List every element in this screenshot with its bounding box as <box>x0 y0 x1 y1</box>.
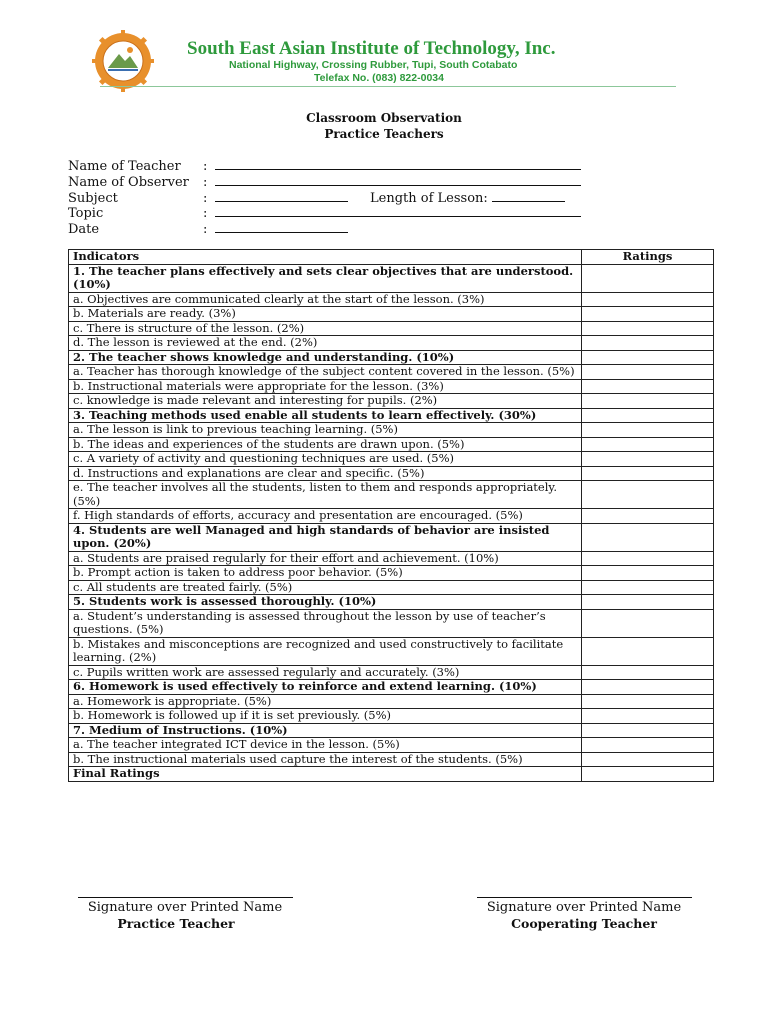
indicator-item: c. A variety of activity and questioning techniques are used. (5%) <box>69 452 582 467</box>
indicator-item: b. Homework is followed up if it is set previously. (5%) <box>69 709 582 724</box>
indicator-item: b. Prompt action is taken to address poor behavior. (5%) <box>69 566 582 581</box>
ratings-header: Ratings <box>582 250 714 265</box>
rating-cell[interactable] <box>582 481 714 509</box>
table-section-row <box>69 723 714 738</box>
rating-cell[interactable] <box>582 379 714 394</box>
signature-line[interactable] <box>477 897 692 898</box>
rating-cell[interactable] <box>582 321 714 336</box>
rating-cell[interactable] <box>582 307 714 322</box>
indicator-section: 1. The teacher plans effectively and sets clear objectives that are understood. (10%) <box>69 264 582 292</box>
indicator-item: b. The instructional materials used capture the interest of the students. (5%) <box>69 752 582 767</box>
indicator-item: c. All students are treated fairly. (5%) <box>69 580 582 595</box>
table-row <box>69 694 714 709</box>
table-row <box>69 580 714 595</box>
indicator-item: e. The teacher involves all the students, listen to them and responds appropriately. (5%) <box>69 481 582 509</box>
rating-cell[interactable] <box>582 551 714 566</box>
table-row <box>69 307 714 322</box>
rating-cell[interactable] <box>582 350 714 365</box>
indicator-item: d. The lesson is reviewed at the end. (2%) <box>69 336 582 351</box>
table-row <box>69 336 714 351</box>
rating-cell[interactable] <box>582 394 714 409</box>
rating-cell[interactable] <box>582 509 714 524</box>
signature-role: Cooperating Teacher <box>511 916 657 931</box>
institution-address: National Highway, Crossing Rubber, Tupi, South Cotabato <box>229 59 518 71</box>
table-row <box>69 752 714 767</box>
indicator-item: f. High standards of efforts, accuracy and presentation are encouraged. (5%) <box>69 509 582 524</box>
signature-caption: Signature over Printed Name <box>486 900 682 915</box>
table-row <box>69 321 714 336</box>
header-divider <box>100 86 676 87</box>
field-date <box>68 220 348 237</box>
length-of-lesson-label: Length of Lesson: <box>370 191 488 206</box>
institution-seal-icon <box>92 30 154 92</box>
indicator-item: a. The teacher integrated ICT device in the lesson. (5%) <box>69 738 582 753</box>
rating-cell[interactable] <box>582 752 714 767</box>
table-row <box>69 423 714 438</box>
rating-cell[interactable] <box>582 723 714 738</box>
rating-cell[interactable] <box>582 709 714 724</box>
letterhead <box>92 30 692 92</box>
institution-name: South East Asian Institute of Technology, Inc. <box>187 38 556 59</box>
final-ratings-label: Final Ratings <box>69 767 582 782</box>
table-row <box>69 394 714 409</box>
table-row <box>69 365 714 380</box>
topic-line[interactable] <box>215 204 581 217</box>
observer-label: Name of Observer <box>68 175 189 190</box>
field-topic <box>68 204 581 221</box>
rating-cell[interactable] <box>582 292 714 307</box>
observation-table <box>68 249 714 782</box>
table-row <box>69 637 714 665</box>
rating-cell[interactable] <box>582 665 714 680</box>
signature-practice-teacher <box>75 897 295 931</box>
indicator-item: a. Students are praised regularly for their effort and achievement. (10%) <box>69 551 582 566</box>
indicator-section: 7. Medium of Instructions. (10%) <box>69 723 582 738</box>
indicator-section: 6. Homework is used effectively to reinforce and extend learning. (10%) <box>69 680 582 695</box>
rating-cell[interactable] <box>582 365 714 380</box>
indicator-item: b. The ideas and experiences of the students are drawn upon. (5%) <box>69 437 582 452</box>
signature-line[interactable] <box>78 897 293 898</box>
rating-cell[interactable] <box>582 767 714 782</box>
rating-cell[interactable] <box>582 466 714 481</box>
signature-cooperating-teacher <box>474 897 694 931</box>
indicator-item: c. knowledge is made relevant and interesting for pupils. (2%) <box>69 394 582 409</box>
indicator-item: a. Student’s understanding is assessed throughout the lesson by use of teacher’s questions. (5%) <box>69 609 582 637</box>
table-section-row <box>69 523 714 551</box>
rating-cell[interactable] <box>582 566 714 581</box>
field-observer-name <box>68 173 581 190</box>
indicator-section: 4. Students are well Managed and high standards of behavior are insisted upon. (20%) <box>69 523 582 551</box>
indicator-section: 5. Students work is assessed thoroughly. (10%) <box>69 595 582 610</box>
table-row <box>69 738 714 753</box>
rating-cell[interactable] <box>582 264 714 292</box>
rating-cell[interactable] <box>582 580 714 595</box>
indicator-item: a. Objectives are communicated clearly at the start of the lesson. (3%) <box>69 292 582 307</box>
subject-label: Subject <box>68 191 118 206</box>
table-row <box>69 551 714 566</box>
indicator-item: b. Mistakes and misconceptions are recognized and used constructively to facilitate learning. (2%) <box>69 637 582 665</box>
table-row <box>69 437 714 452</box>
table-section-row <box>69 264 714 292</box>
table-row <box>69 509 714 524</box>
rating-cell[interactable] <box>582 336 714 351</box>
indicator-item: a. The lesson is link to previous teaching learning. (5%) <box>69 423 582 438</box>
table-row <box>69 709 714 724</box>
subject-line[interactable] <box>215 189 348 202</box>
indicator-item: d. Instructions and explanations are clear and specific. (5%) <box>69 466 582 481</box>
indicator-item: b. Instructional materials were appropriate for the lesson. (3%) <box>69 379 582 394</box>
institution-telefax: Telefax No. (083) 822-0034 <box>314 72 444 84</box>
teacher-label: Name of Teacher <box>68 159 181 174</box>
colon: : <box>203 191 208 206</box>
table-section-row <box>69 408 714 423</box>
rating-cell[interactable] <box>582 437 714 452</box>
date-label: Date <box>68 222 100 237</box>
table-row <box>69 379 714 394</box>
teacher-name-line[interactable] <box>215 157 581 170</box>
indicator-item: b. Materials are ready. (3%) <box>69 307 582 322</box>
date-line[interactable] <box>215 220 348 233</box>
table-row <box>69 292 714 307</box>
length-of-lesson-line[interactable] <box>492 189 565 202</box>
table-row <box>69 466 714 481</box>
colon: : <box>203 206 208 221</box>
table-final-row <box>69 767 714 782</box>
observer-name-line[interactable] <box>215 173 581 186</box>
rating-cell[interactable] <box>582 523 714 551</box>
signature-caption: Signature over Printed Name <box>87 900 283 915</box>
topic-label: Topic <box>68 206 104 221</box>
table-row <box>69 665 714 680</box>
indicator-item: a. Homework is appropriate. (5%) <box>69 694 582 709</box>
document-subtitle: Practice Teachers <box>324 127 444 141</box>
table-row <box>69 609 714 637</box>
rating-cell[interactable] <box>582 423 714 438</box>
indicator-item: c. There is structure of the lesson. (2%) <box>69 321 582 336</box>
signature-role: Practice Teacher <box>117 916 235 931</box>
indicator-item: c. Pupils written work are assessed regularly and accurately. (3%) <box>69 665 582 680</box>
colon: : <box>203 159 208 174</box>
rating-cell[interactable] <box>582 680 714 695</box>
table-row <box>69 452 714 467</box>
rating-cell[interactable] <box>582 609 714 637</box>
rating-cell[interactable] <box>582 738 714 753</box>
rating-cell[interactable] <box>582 595 714 610</box>
rating-cell[interactable] <box>582 452 714 467</box>
table-row <box>69 566 714 581</box>
document-title: Classroom Observation <box>306 111 462 125</box>
indicator-section: 3. Teaching methods used enable all students to learn effectively. (30%) <box>69 408 582 423</box>
indicator-item: a. Teacher has thorough knowledge of the subject content covered in the lesson. (5%) <box>69 365 582 380</box>
table-header-row <box>69 250 714 265</box>
rating-cell[interactable] <box>582 694 714 709</box>
table-row <box>69 481 714 509</box>
indicator-section: 2. The teacher shows knowledge and understanding. (10%) <box>69 350 582 365</box>
indicators-header: Indicators <box>69 250 582 265</box>
rating-cell[interactable] <box>582 408 714 423</box>
table-section-row <box>69 350 714 365</box>
table-section-row <box>69 680 714 695</box>
field-teacher-name <box>68 157 581 174</box>
rating-cell[interactable] <box>582 637 714 665</box>
colon: : <box>203 175 208 190</box>
colon: : <box>203 222 208 237</box>
table-section-row <box>69 595 714 610</box>
